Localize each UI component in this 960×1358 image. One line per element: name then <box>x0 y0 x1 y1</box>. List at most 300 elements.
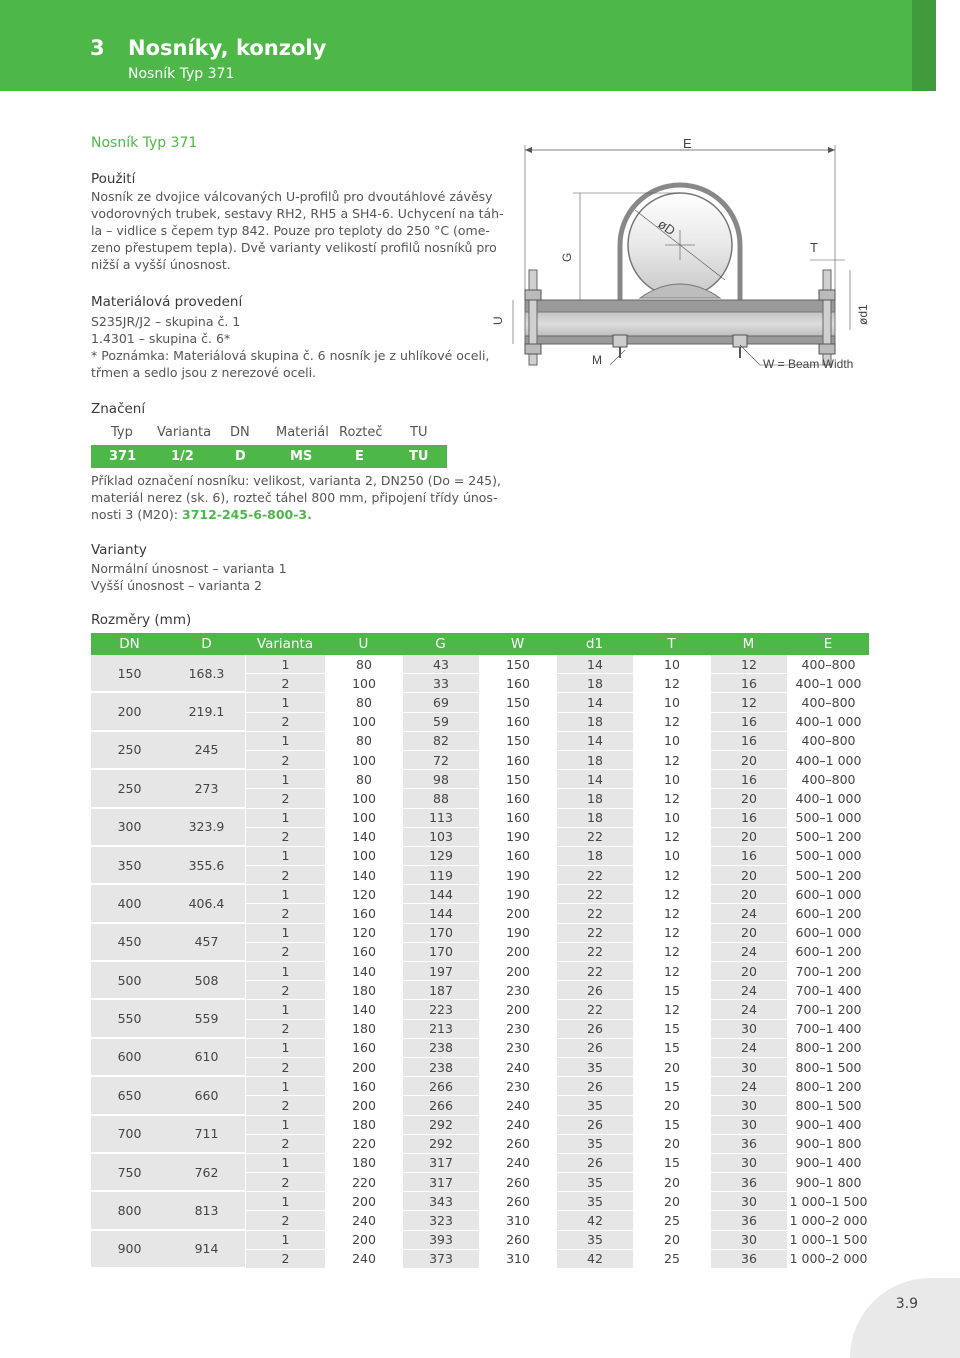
column-header: d1 <box>556 633 633 655</box>
d-cell: 406.4 <box>168 885 245 923</box>
value-cell: 42 <box>556 1250 633 1269</box>
value-cell: 393 <box>402 1231 479 1250</box>
value-cell: 800–1 500 <box>787 1058 869 1077</box>
product-title: Nosník Typ 371 <box>91 135 198 151</box>
value-cell: 30 <box>710 1154 787 1173</box>
value-cell: 16 <box>710 732 787 751</box>
value-cell: 160 <box>479 847 556 866</box>
value-cell: 69 <box>402 693 479 712</box>
d-cell: 323.9 <box>168 809 245 847</box>
value-cell: 10 <box>633 770 710 789</box>
dn-cell: 700 <box>91 1116 168 1154</box>
value-cell: 180 <box>325 1116 402 1135</box>
table-row <box>91 962 869 981</box>
value-cell: 260 <box>479 1135 556 1154</box>
table-row <box>91 655 869 674</box>
value-cell: 190 <box>479 828 556 847</box>
value-cell: 26 <box>556 1077 633 1096</box>
value-cell: 160 <box>479 751 556 770</box>
label-d: øD <box>655 216 679 239</box>
value-cell: 24 <box>710 981 787 1000</box>
value-cell: 20 <box>633 1135 710 1154</box>
value-cell: 18 <box>556 674 633 693</box>
chapter-title: Nosníky, konzoly <box>128 36 327 60</box>
value-cell: 100 <box>325 847 402 866</box>
value-cell: 160 <box>479 674 556 693</box>
d-cell: 610 <box>168 1039 245 1077</box>
usage-line: zeno přestupem tepla). Dvě varianty velikostí profilů nosníků pro <box>91 240 497 255</box>
value-cell: 30 <box>710 1116 787 1135</box>
table-row <box>91 847 869 866</box>
marking-code-bar <box>91 445 447 468</box>
example-line: materiál nerez (sk. 6), rozteč táhel 800 mm, připojení třídy únos- <box>91 490 498 505</box>
value-cell: 20 <box>710 924 787 943</box>
header-stripe <box>912 0 936 91</box>
value-cell: 20 <box>710 828 787 847</box>
value-cell: 100 <box>325 809 402 828</box>
dn-cell: 300 <box>91 809 168 847</box>
value-cell: 120 <box>325 885 402 904</box>
value-cell: 24 <box>710 943 787 962</box>
column-header: M <box>710 633 787 655</box>
dn-cell: 550 <box>91 1000 168 1038</box>
value-cell: 240 <box>325 1211 402 1230</box>
value-cell: 12 <box>633 674 710 693</box>
dn-cell: 650 <box>91 1077 168 1115</box>
value-cell: 2 <box>245 828 325 847</box>
value-cell: 238 <box>402 1058 479 1077</box>
value-cell: 150 <box>479 655 556 674</box>
table-row <box>91 693 869 712</box>
value-cell: 213 <box>402 1020 479 1039</box>
value-cell: 600–1 000 <box>787 924 869 943</box>
value-cell: 800–1 200 <box>787 1077 869 1096</box>
value-cell: 292 <box>402 1135 479 1154</box>
d-cell: 355.6 <box>168 847 245 885</box>
value-cell: 22 <box>556 943 633 962</box>
value-cell: 317 <box>402 1173 479 1192</box>
value-cell: 160 <box>325 904 402 923</box>
value-cell: 2 <box>245 1020 325 1039</box>
value-cell: 80 <box>325 770 402 789</box>
value-cell: 12 <box>710 693 787 712</box>
value-cell: 266 <box>402 1077 479 1096</box>
value-cell: 36 <box>710 1135 787 1154</box>
value-cell: 43 <box>402 655 479 674</box>
value-cell: 14 <box>556 655 633 674</box>
usage-line: Nosník ze dvojice válcovaných U-profilů pro dvoutáhlové závěsy <box>91 189 493 204</box>
chapter-number: 3 <box>90 36 105 60</box>
chapter-subtitle: Nosník Typ 371 <box>128 66 235 82</box>
value-cell: 230 <box>479 1020 556 1039</box>
value-cell: 140 <box>325 962 402 981</box>
header-bar <box>0 0 936 91</box>
table-row <box>91 809 869 828</box>
value-cell: 72 <box>402 751 479 770</box>
d-cell: 245 <box>168 732 245 770</box>
value-cell: 12 <box>633 866 710 885</box>
value-cell: 88 <box>402 789 479 808</box>
material-line: S235JR/J2 – skupina č. 1 <box>91 314 241 329</box>
value-cell: 80 <box>325 732 402 751</box>
value-cell: 16 <box>710 674 787 693</box>
value-cell: 33 <box>402 674 479 693</box>
value-cell: 35 <box>556 1096 633 1115</box>
value-cell: 2 <box>245 1096 325 1115</box>
value-cell: 260 <box>479 1231 556 1250</box>
value-cell: 18 <box>556 809 633 828</box>
value-cell: 2 <box>245 1173 325 1192</box>
marking-label: Typ <box>111 425 133 440</box>
value-cell: 1 <box>245 1154 325 1173</box>
value-cell: 100 <box>325 789 402 808</box>
label-w: W = Beam Width <box>763 357 854 371</box>
usage-line: nižší a vyšší únosnost. <box>91 257 231 272</box>
value-cell: 190 <box>479 866 556 885</box>
value-cell: 24 <box>710 1000 787 1019</box>
value-cell: 600–1 000 <box>787 885 869 904</box>
value-cell: 180 <box>325 981 402 1000</box>
value-cell: 700–1 200 <box>787 1000 869 1019</box>
value-cell: 1 <box>245 770 325 789</box>
value-cell: 2 <box>245 674 325 693</box>
value-cell: 400–1 000 <box>787 751 869 770</box>
d-cell: 219.1 <box>168 693 245 731</box>
page-number: 3.9 <box>895 1296 918 1312</box>
value-cell: 25 <box>633 1211 710 1230</box>
value-cell: 240 <box>479 1096 556 1115</box>
dn-cell: 450 <box>91 924 168 962</box>
value-cell: 1 <box>245 693 325 712</box>
value-cell: 1 <box>245 847 325 866</box>
column-header: Varianta <box>245 633 325 655</box>
beam-diagram <box>485 130 875 380</box>
value-cell: 22 <box>556 828 633 847</box>
dn-cell: 350 <box>91 847 168 885</box>
value-cell: 15 <box>633 1039 710 1058</box>
label-d1: ød1 <box>856 304 870 325</box>
value-cell: 2 <box>245 1135 325 1154</box>
variants-text <box>91 560 287 594</box>
column-header: D <box>168 633 245 655</box>
value-cell: 1 <box>245 655 325 674</box>
value-cell: 26 <box>556 1154 633 1173</box>
value-cell: 600–1 200 <box>787 943 869 962</box>
value-cell: 700–1 400 <box>787 1020 869 1039</box>
value-cell: 1 <box>245 1039 325 1058</box>
value-cell: 12 <box>633 713 710 732</box>
value-cell: 20 <box>633 1173 710 1192</box>
value-cell: 2 <box>245 904 325 923</box>
d-cell: 508 <box>168 962 245 1000</box>
value-cell: 12 <box>633 789 710 808</box>
marking-code: MS <box>290 449 313 464</box>
value-cell: 700–1 200 <box>787 962 869 981</box>
value-cell: 2 <box>245 943 325 962</box>
value-cell: 160 <box>479 713 556 732</box>
label-g: G <box>560 252 574 262</box>
value-cell: 10 <box>633 732 710 751</box>
table-row <box>91 1231 869 1250</box>
value-cell: 12 <box>633 924 710 943</box>
table-row <box>91 732 869 751</box>
table-body <box>91 655 869 1269</box>
value-cell: 240 <box>479 1154 556 1173</box>
usage-text <box>91 188 504 273</box>
value-cell: 15 <box>633 1077 710 1096</box>
value-cell: 1 000–1 500 <box>787 1231 869 1250</box>
column-header: T <box>633 633 710 655</box>
value-cell: 317 <box>402 1154 479 1173</box>
value-cell: 103 <box>402 828 479 847</box>
value-cell: 200 <box>325 1096 402 1115</box>
column-header: DN <box>91 633 168 655</box>
value-cell: 18 <box>556 713 633 732</box>
value-cell: 20 <box>710 885 787 904</box>
example-line <box>91 506 501 523</box>
dn-cell: 750 <box>91 1154 168 1192</box>
value-cell: 2 <box>245 981 325 1000</box>
value-cell: 2 <box>245 1211 325 1230</box>
value-cell: 30 <box>710 1096 787 1115</box>
value-cell: 30 <box>710 1192 787 1211</box>
column-header: W <box>479 633 556 655</box>
d-cell: 168.3 <box>168 655 245 693</box>
d-cell: 914 <box>168 1231 245 1269</box>
value-cell: 230 <box>479 981 556 1000</box>
marking-heading: Značení <box>91 401 146 417</box>
value-cell: 343 <box>402 1192 479 1211</box>
value-cell: 1 <box>245 1231 325 1250</box>
value-cell: 26 <box>556 1116 633 1135</box>
value-cell: 260 <box>479 1173 556 1192</box>
value-cell: 12 <box>633 943 710 962</box>
value-cell: 100 <box>325 751 402 770</box>
value-cell: 20 <box>633 1096 710 1115</box>
marking-label: Rozteč <box>339 425 383 440</box>
value-cell: 20 <box>710 789 787 808</box>
value-cell: 200 <box>325 1192 402 1211</box>
dn-cell: 250 <box>91 770 168 808</box>
value-cell: 12 <box>633 885 710 904</box>
marking-code: D <box>235 449 246 464</box>
value-cell: 180 <box>325 1020 402 1039</box>
value-cell: 98 <box>402 770 479 789</box>
value-cell: 500–1 000 <box>787 809 869 828</box>
marking-code: 371 <box>109 449 137 464</box>
value-cell: 80 <box>325 655 402 674</box>
value-cell: 22 <box>556 904 633 923</box>
value-cell: 200 <box>479 1000 556 1019</box>
table-row <box>91 1116 869 1135</box>
value-cell: 1 <box>245 1077 325 1096</box>
d-cell: 559 <box>168 1000 245 1038</box>
value-cell: 2 <box>245 713 325 732</box>
variant-line: Vyšší únosnost – varianta 2 <box>91 578 263 593</box>
value-cell: 1 000–1 500 <box>787 1192 869 1211</box>
value-cell: 900–1 400 <box>787 1154 869 1173</box>
value-cell: 18 <box>556 789 633 808</box>
dn-cell: 150 <box>91 655 168 693</box>
value-cell: 16 <box>710 847 787 866</box>
value-cell: 160 <box>325 943 402 962</box>
value-cell: 400–1 000 <box>787 789 869 808</box>
value-cell: 1 <box>245 962 325 981</box>
value-cell: 1 <box>245 885 325 904</box>
material-line: 1.4301 – skupina č. 6* <box>91 331 231 346</box>
value-cell: 14 <box>556 732 633 751</box>
value-cell: 260 <box>479 1192 556 1211</box>
dimensions-heading: Rozměry (mm) <box>91 612 192 628</box>
value-cell: 18 <box>556 847 633 866</box>
value-cell: 800–1 200 <box>787 1039 869 1058</box>
value-cell: 144 <box>402 904 479 923</box>
value-cell: 1 <box>245 924 325 943</box>
value-cell: 26 <box>556 1039 633 1058</box>
value-cell: 20 <box>710 866 787 885</box>
table-row <box>91 1192 869 1211</box>
value-cell: 240 <box>479 1116 556 1135</box>
usage-line: la – vidlice s čepem typ 842. Pouze pro teploty do 250 °C (ome- <box>91 223 490 238</box>
value-cell: 292 <box>402 1116 479 1135</box>
value-cell: 323 <box>402 1211 479 1230</box>
variants-heading: Varianty <box>91 542 147 558</box>
value-cell: 16 <box>710 770 787 789</box>
value-cell: 187 <box>402 981 479 1000</box>
value-cell: 12 <box>633 1000 710 1019</box>
value-cell: 600–1 200 <box>787 904 869 923</box>
value-cell: 30 <box>710 1058 787 1077</box>
value-cell: 30 <box>710 1020 787 1039</box>
label-t: T <box>810 240 818 255</box>
value-cell: 16 <box>710 713 787 732</box>
value-cell: 140 <box>325 828 402 847</box>
variant-line: Normální únosnost – varianta 1 <box>91 561 287 576</box>
table-row <box>91 1039 869 1058</box>
example-code: 3712-245-6-800-3. <box>182 507 312 522</box>
column-header: E <box>787 633 869 655</box>
marking-label: DN <box>230 425 250 440</box>
value-cell: 12 <box>633 904 710 923</box>
value-cell: 1 <box>245 1116 325 1135</box>
value-cell: 160 <box>325 1039 402 1058</box>
value-cell: 18 <box>556 751 633 770</box>
dn-cell: 900 <box>91 1231 168 1269</box>
value-cell: 150 <box>479 693 556 712</box>
value-cell: 20 <box>710 962 787 981</box>
value-cell: 144 <box>402 885 479 904</box>
value-cell: 120 <box>325 924 402 943</box>
value-cell: 2 <box>245 789 325 808</box>
usage-heading: Použití <box>91 171 136 187</box>
value-cell: 190 <box>479 924 556 943</box>
value-cell: 129 <box>402 847 479 866</box>
value-cell: 1 <box>245 1192 325 1211</box>
example-line-text: nosti 3 (M20): <box>91 507 182 522</box>
table-row <box>91 1077 869 1096</box>
value-cell: 100 <box>325 713 402 732</box>
value-cell: 373 <box>402 1250 479 1269</box>
value-cell: 266 <box>402 1096 479 1115</box>
value-cell: 800–1 500 <box>787 1096 869 1115</box>
label-u: U <box>491 316 505 325</box>
value-cell: 310 <box>479 1211 556 1230</box>
value-cell: 900–1 400 <box>787 1116 869 1135</box>
marking-label: TU <box>410 425 428 440</box>
table-row <box>91 924 869 943</box>
value-cell: 500–1 200 <box>787 866 869 885</box>
dn-cell: 200 <box>91 693 168 731</box>
value-cell: 140 <box>325 1000 402 1019</box>
value-cell: 10 <box>633 809 710 828</box>
value-cell: 220 <box>325 1135 402 1154</box>
value-cell: 1 000–2 000 <box>787 1211 869 1230</box>
value-cell: 200 <box>479 904 556 923</box>
value-cell: 310 <box>479 1250 556 1269</box>
value-cell: 700–1 400 <box>787 981 869 1000</box>
marking-label: Varianta <box>157 425 212 440</box>
d-cell: 813 <box>168 1192 245 1230</box>
value-cell: 36 <box>710 1173 787 1192</box>
value-cell: 170 <box>402 943 479 962</box>
value-cell: 400–1 000 <box>787 713 869 732</box>
value-cell: 240 <box>479 1058 556 1077</box>
value-cell: 400–800 <box>787 693 869 712</box>
value-cell: 160 <box>325 1077 402 1096</box>
value-cell: 12 <box>710 655 787 674</box>
marking-code: 1/2 <box>171 449 194 464</box>
value-cell: 22 <box>556 1000 633 1019</box>
value-cell: 22 <box>556 866 633 885</box>
value-cell: 10 <box>633 693 710 712</box>
value-cell: 22 <box>556 885 633 904</box>
value-cell: 400–800 <box>787 732 869 751</box>
value-cell: 160 <box>479 809 556 828</box>
value-cell: 200 <box>479 962 556 981</box>
value-cell: 20 <box>633 1192 710 1211</box>
value-cell: 22 <box>556 924 633 943</box>
value-cell: 36 <box>710 1250 787 1269</box>
d-cell: 457 <box>168 924 245 962</box>
value-cell: 150 <box>479 732 556 751</box>
value-cell: 400–1 000 <box>787 674 869 693</box>
value-cell: 24 <box>710 904 787 923</box>
d-cell: 273 <box>168 770 245 808</box>
value-cell: 900–1 800 <box>787 1135 869 1154</box>
value-cell: 59 <box>402 713 479 732</box>
materials-heading: Materiálová provedení <box>91 294 243 310</box>
value-cell: 150 <box>479 770 556 789</box>
dimensions-table <box>91 633 869 1269</box>
value-cell: 2 <box>245 1058 325 1077</box>
value-cell: 200 <box>479 943 556 962</box>
d-cell: 762 <box>168 1154 245 1192</box>
value-cell: 12 <box>633 751 710 770</box>
value-cell: 2 <box>245 1250 325 1269</box>
material-line: třmen a sedlo jsou z nerezové oceli. <box>91 365 317 380</box>
value-cell: 35 <box>556 1192 633 1211</box>
value-cell: 15 <box>633 1116 710 1135</box>
dn-cell: 500 <box>91 962 168 1000</box>
value-cell: 223 <box>402 1000 479 1019</box>
column-header: G <box>402 633 479 655</box>
marking-code: E <box>355 449 364 464</box>
value-cell: 230 <box>479 1039 556 1058</box>
marking-example <box>91 472 501 523</box>
value-cell: 15 <box>633 981 710 1000</box>
value-cell: 20 <box>710 751 787 770</box>
value-cell: 400–800 <box>787 770 869 789</box>
